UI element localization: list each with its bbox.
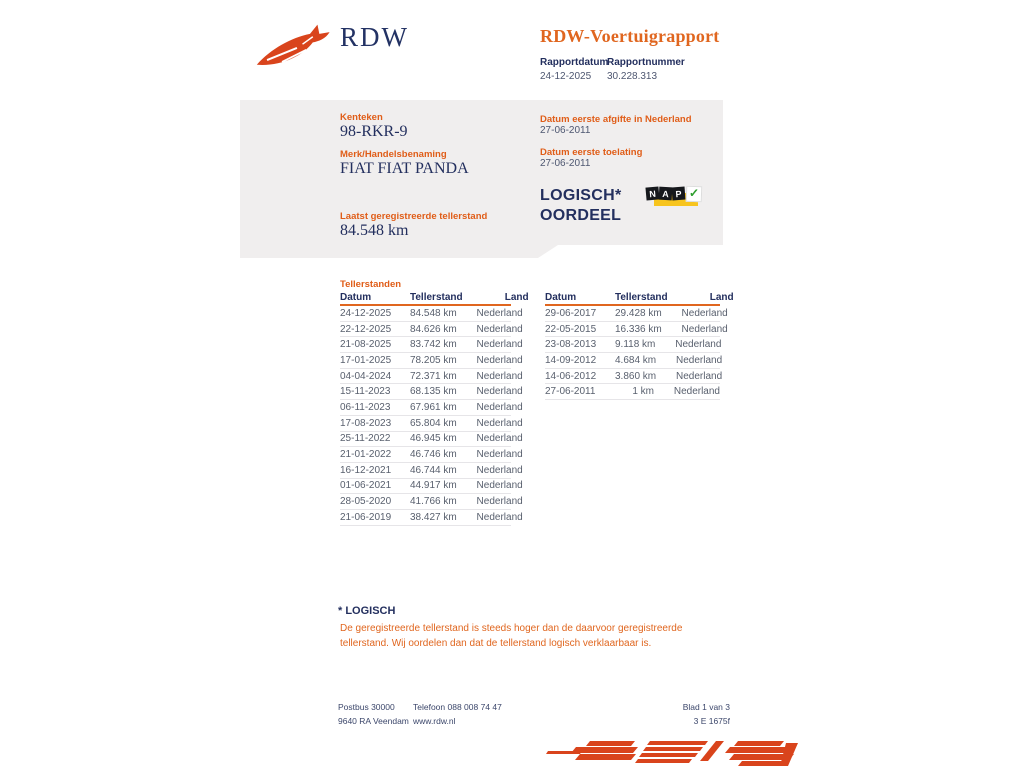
table-row	[340, 494, 523, 510]
eerste-toelating-value: 27-06-2011	[540, 158, 591, 169]
table-cell: 17-01-2025	[340, 354, 392, 366]
table-cell: 3.860 km	[615, 370, 657, 382]
table-row	[340, 337, 523, 353]
table-cell: 15-11-2023	[340, 386, 391, 398]
table-row	[545, 306, 728, 322]
eerste-afgifte-label: Datum eerste afgifte in Nederland	[540, 114, 692, 125]
merk-label: Merk/Handelsbenaming	[340, 149, 447, 160]
footer-address	[338, 700, 409, 728]
table-row	[340, 306, 523, 322]
table-cell: 17-08-2023	[340, 417, 392, 429]
table-cell: Nederland	[476, 370, 523, 382]
table-cell: Nederland	[476, 449, 523, 461]
table-cell: 41.766 km	[410, 496, 457, 508]
table-body	[545, 306, 728, 400]
nap-logo	[646, 184, 702, 212]
footer-address-line2: 9640 RA Veendam	[338, 716, 409, 726]
table-cell: 46.744 km	[410, 464, 457, 476]
footer-pagination	[630, 700, 730, 728]
table-cell: Nederland	[675, 339, 722, 351]
decorative-stripes-graphic	[540, 737, 800, 768]
table-cell: Nederland	[476, 386, 523, 398]
table-cell: Nederland	[476, 354, 523, 366]
footer-address-line1: Postbus 30000	[338, 702, 395, 712]
table-row	[340, 369, 523, 385]
table-cell: Nederland	[476, 464, 523, 476]
table-cell: 44.917 km	[410, 480, 457, 492]
table-cell: 65.804 km	[410, 417, 457, 429]
oordeel-line2: OORDEEL	[540, 207, 622, 224]
table-row	[340, 432, 523, 448]
report-date-label: Rapportdatum	[540, 57, 609, 68]
table-row	[340, 510, 523, 526]
table-cell: Nederland	[476, 417, 523, 429]
kenteken-value: 98-RKR-9	[340, 123, 408, 140]
table-cell: 14-09-2012	[545, 354, 597, 366]
footer-form-code: 3 E 1675f	[693, 716, 730, 726]
table-cell: Nederland	[675, 370, 723, 382]
table-row	[340, 353, 523, 369]
table-cell: Nederland	[681, 307, 728, 319]
table-cell: Nederland	[476, 307, 523, 319]
footer-website: www.rdw.nl	[413, 716, 456, 726]
table-row	[545, 353, 723, 369]
kenteken-label: Kenteken	[340, 112, 383, 123]
footer-page-indicator: Blad 1 van 3	[682, 702, 730, 712]
table-cell: 22-12-2025	[340, 323, 392, 335]
table-cell: Nederland	[476, 480, 523, 492]
table-header-row	[545, 290, 734, 306]
table-body	[340, 306, 523, 526]
footer-phone: Telefoon 088 008 74 47	[413, 702, 502, 712]
header-land: Land	[709, 291, 734, 303]
table-cell: Nederland	[476, 401, 523, 413]
tellerstanden-table-right	[545, 290, 734, 400]
table-row	[545, 322, 728, 338]
report-number-value: 30.228.313	[607, 71, 658, 82]
table-row	[340, 400, 523, 416]
laatste-tellerstand-value: 84.548 km	[340, 222, 409, 239]
table-cell: Nederland	[681, 323, 728, 335]
table-cell: 04-04-2024	[340, 370, 392, 382]
table-row	[340, 416, 523, 432]
table-cell: 21-06-2019	[340, 511, 392, 523]
footer-contact	[413, 700, 502, 728]
table-cell: 22-05-2015	[545, 323, 597, 335]
table-cell: 9.118 km	[615, 339, 656, 351]
header-datum: Datum	[545, 291, 577, 303]
document-title: RDW-Voertuigrapport	[540, 26, 720, 46]
table-cell: 38.427 km	[410, 511, 457, 523]
table-cell: 21-01-2022	[340, 449, 392, 461]
eerste-afgifte-value: 27-06-2011	[540, 125, 591, 136]
tellerstanden-section-label: Tellerstanden	[340, 279, 402, 290]
table-row	[545, 384, 720, 400]
table-cell: 72.371 km	[410, 370, 457, 382]
header-tellerstand: Tellerstand	[410, 291, 463, 303]
header-tellerstand: Tellerstand	[615, 291, 668, 303]
table-row	[340, 322, 523, 338]
table-cell: 27-06-2011	[545, 386, 596, 398]
oordeel-text	[540, 186, 622, 226]
table-row	[340, 463, 523, 479]
table-cell: Nederland	[476, 433, 523, 445]
table-cell: Nederland	[673, 386, 720, 398]
nap-checkmark-icon: ✓	[686, 186, 703, 203]
table-cell: 14-06-2012	[545, 370, 597, 382]
table-cell: Nederland	[476, 511, 523, 523]
header-datum: Datum	[340, 291, 372, 303]
table-cell: 06-11-2023	[340, 401, 391, 413]
table-cell: 68.135 km	[410, 386, 457, 398]
table-cell: 1 km	[632, 386, 654, 398]
report-date-value: 24-12-2025	[540, 71, 592, 82]
table-cell: 29-06-2017	[545, 307, 597, 319]
table-cell: 01-06-2021	[340, 480, 392, 492]
table-cell: 78.205 km	[410, 354, 457, 366]
table-header-row	[340, 290, 529, 306]
rdw-feather-logo-icon	[254, 22, 338, 72]
table-cell: 83.742 km	[410, 339, 457, 351]
table-cell: 23-08-2013	[545, 339, 597, 351]
table-cell: Nederland	[476, 323, 523, 335]
table-cell: 29.428 km	[615, 307, 662, 319]
oordeel-line1: LOGISCH*	[540, 187, 622, 204]
table-cell: 25-11-2022	[340, 433, 391, 445]
table-row	[340, 384, 523, 400]
table-row	[340, 447, 523, 463]
table-row	[340, 479, 523, 495]
eerste-toelating-label: Datum eerste toelating	[540, 147, 643, 158]
nap-letter-a: A	[659, 187, 673, 201]
table-cell: Nederland	[675, 354, 723, 366]
table-row	[545, 337, 720, 353]
merk-value: FIAT FIAT PANDA	[340, 160, 469, 177]
table-cell: 24-12-2025	[340, 307, 392, 319]
table-cell: 28-05-2020	[340, 496, 392, 508]
table-cell: 21-08-2025	[340, 339, 392, 351]
table-cell: 84.626 km	[410, 323, 457, 335]
tellerstanden-table-left	[340, 290, 529, 526]
footnote-text: De geregistreerde tellerstand is steeds hoger dan de daarvoor geregistreerde tellerstand. Wij oordelen dan dat de tellerstand logisch verklaarbaar is.	[340, 623, 683, 649]
table-cell: 84.548 km	[410, 307, 457, 319]
table-cell: 4.684 km	[615, 354, 657, 366]
rdw-wordmark: RDW	[340, 22, 409, 52]
table-cell: Nederland	[476, 339, 523, 351]
header-land: Land	[504, 291, 529, 303]
table-cell: 67.961 km	[410, 401, 457, 413]
table-cell: 46.945 km	[410, 433, 457, 445]
table-cell: Nederland	[476, 496, 523, 508]
laatste-tellerstand-label: Laatst geregistreerde tellerstand	[340, 211, 488, 222]
report-number-label: Rapportnummer	[607, 57, 685, 68]
table-cell: 16.336 km	[615, 323, 662, 335]
nap-letter-n: N	[645, 186, 659, 200]
table-row	[545, 369, 723, 385]
table-cell: 46.746 km	[410, 449, 457, 461]
nap-letter-p: P	[672, 187, 686, 201]
footnote-title: * LOGISCH	[338, 605, 396, 617]
table-cell: 16-12-2021	[340, 464, 392, 476]
